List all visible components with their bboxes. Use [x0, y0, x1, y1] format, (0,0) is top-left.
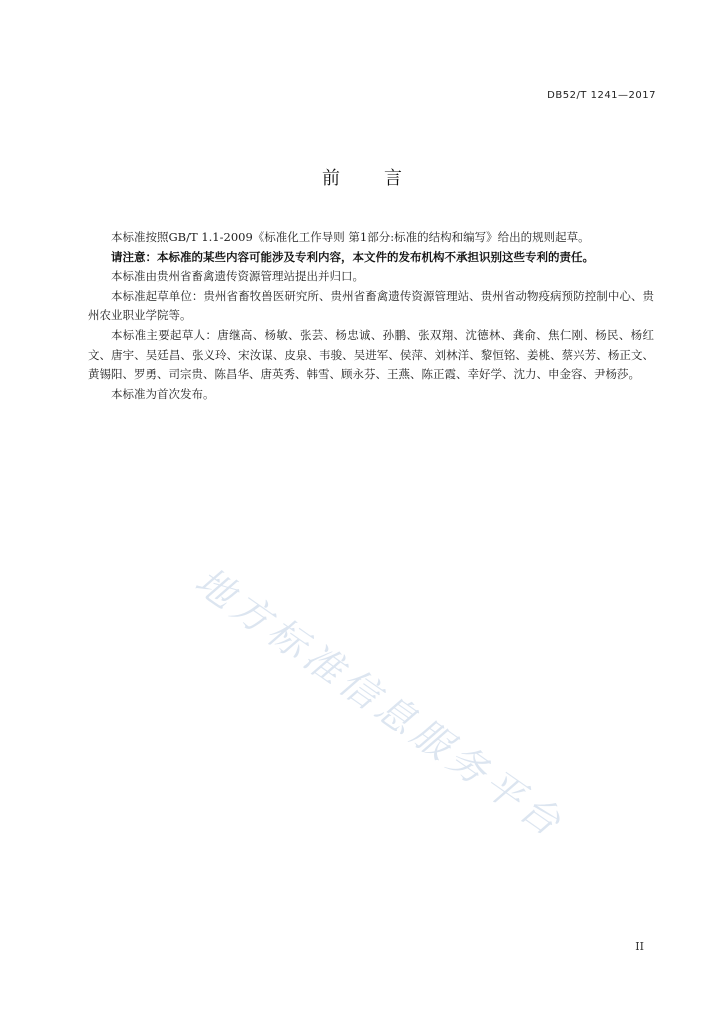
page-title: 前言: [322, 168, 446, 189]
paragraph-drafters: 本标准主要起草人：唐继高、杨敏、张芸、杨忠诚、孙鹏、张双翔、沈德林、龚俞、焦仁刚、杨民、杨红文、唐宇、吴廷昌、张义玲、宋汝谋、皮泉、韦骏、吴进军、侯萍、刘林洋、黎恒铭、姜桃、蔡兴芳、杨正文、黄锡阳、罗勇、司宗贵、陈昌华、唐英秀、韩雪、顾永芬、王燕、陈正霞、幸好学、沈力、申金容、尹杨莎。: [88, 327, 654, 382]
document-code: DB52/T 1241—2017: [547, 90, 656, 101]
paragraph-first-release: 本标准为首次发布。: [111, 386, 215, 401]
paragraph-drafting-rules: 本标准按照GB/T 1.1-2009《标准化工作导则 第1部分:标准的结构和编写》给出的规则起草。: [111, 230, 590, 244]
paragraph-drafting-units: 本标准起草单位：贵州省畜牧兽医研究所、贵州省畜禽遗传资源管理站、贵州省动物疫病预防控制中心、贵州农业职业学院等。: [88, 288, 654, 323]
paragraph-proposer: 本标准由贵州省畜禽遗传资源管理站提出并归口。: [111, 269, 364, 284]
foreword-body: [88, 228, 654, 404]
paragraph-patent-notice: 请注意：本标准的某些内容可能涉及专利内容，本文件的发布机构不承担识别这些专利的责任。: [111, 249, 594, 264]
watermark: 地方标准信息服务平台: [187, 558, 573, 848]
page-number: II: [635, 940, 644, 953]
